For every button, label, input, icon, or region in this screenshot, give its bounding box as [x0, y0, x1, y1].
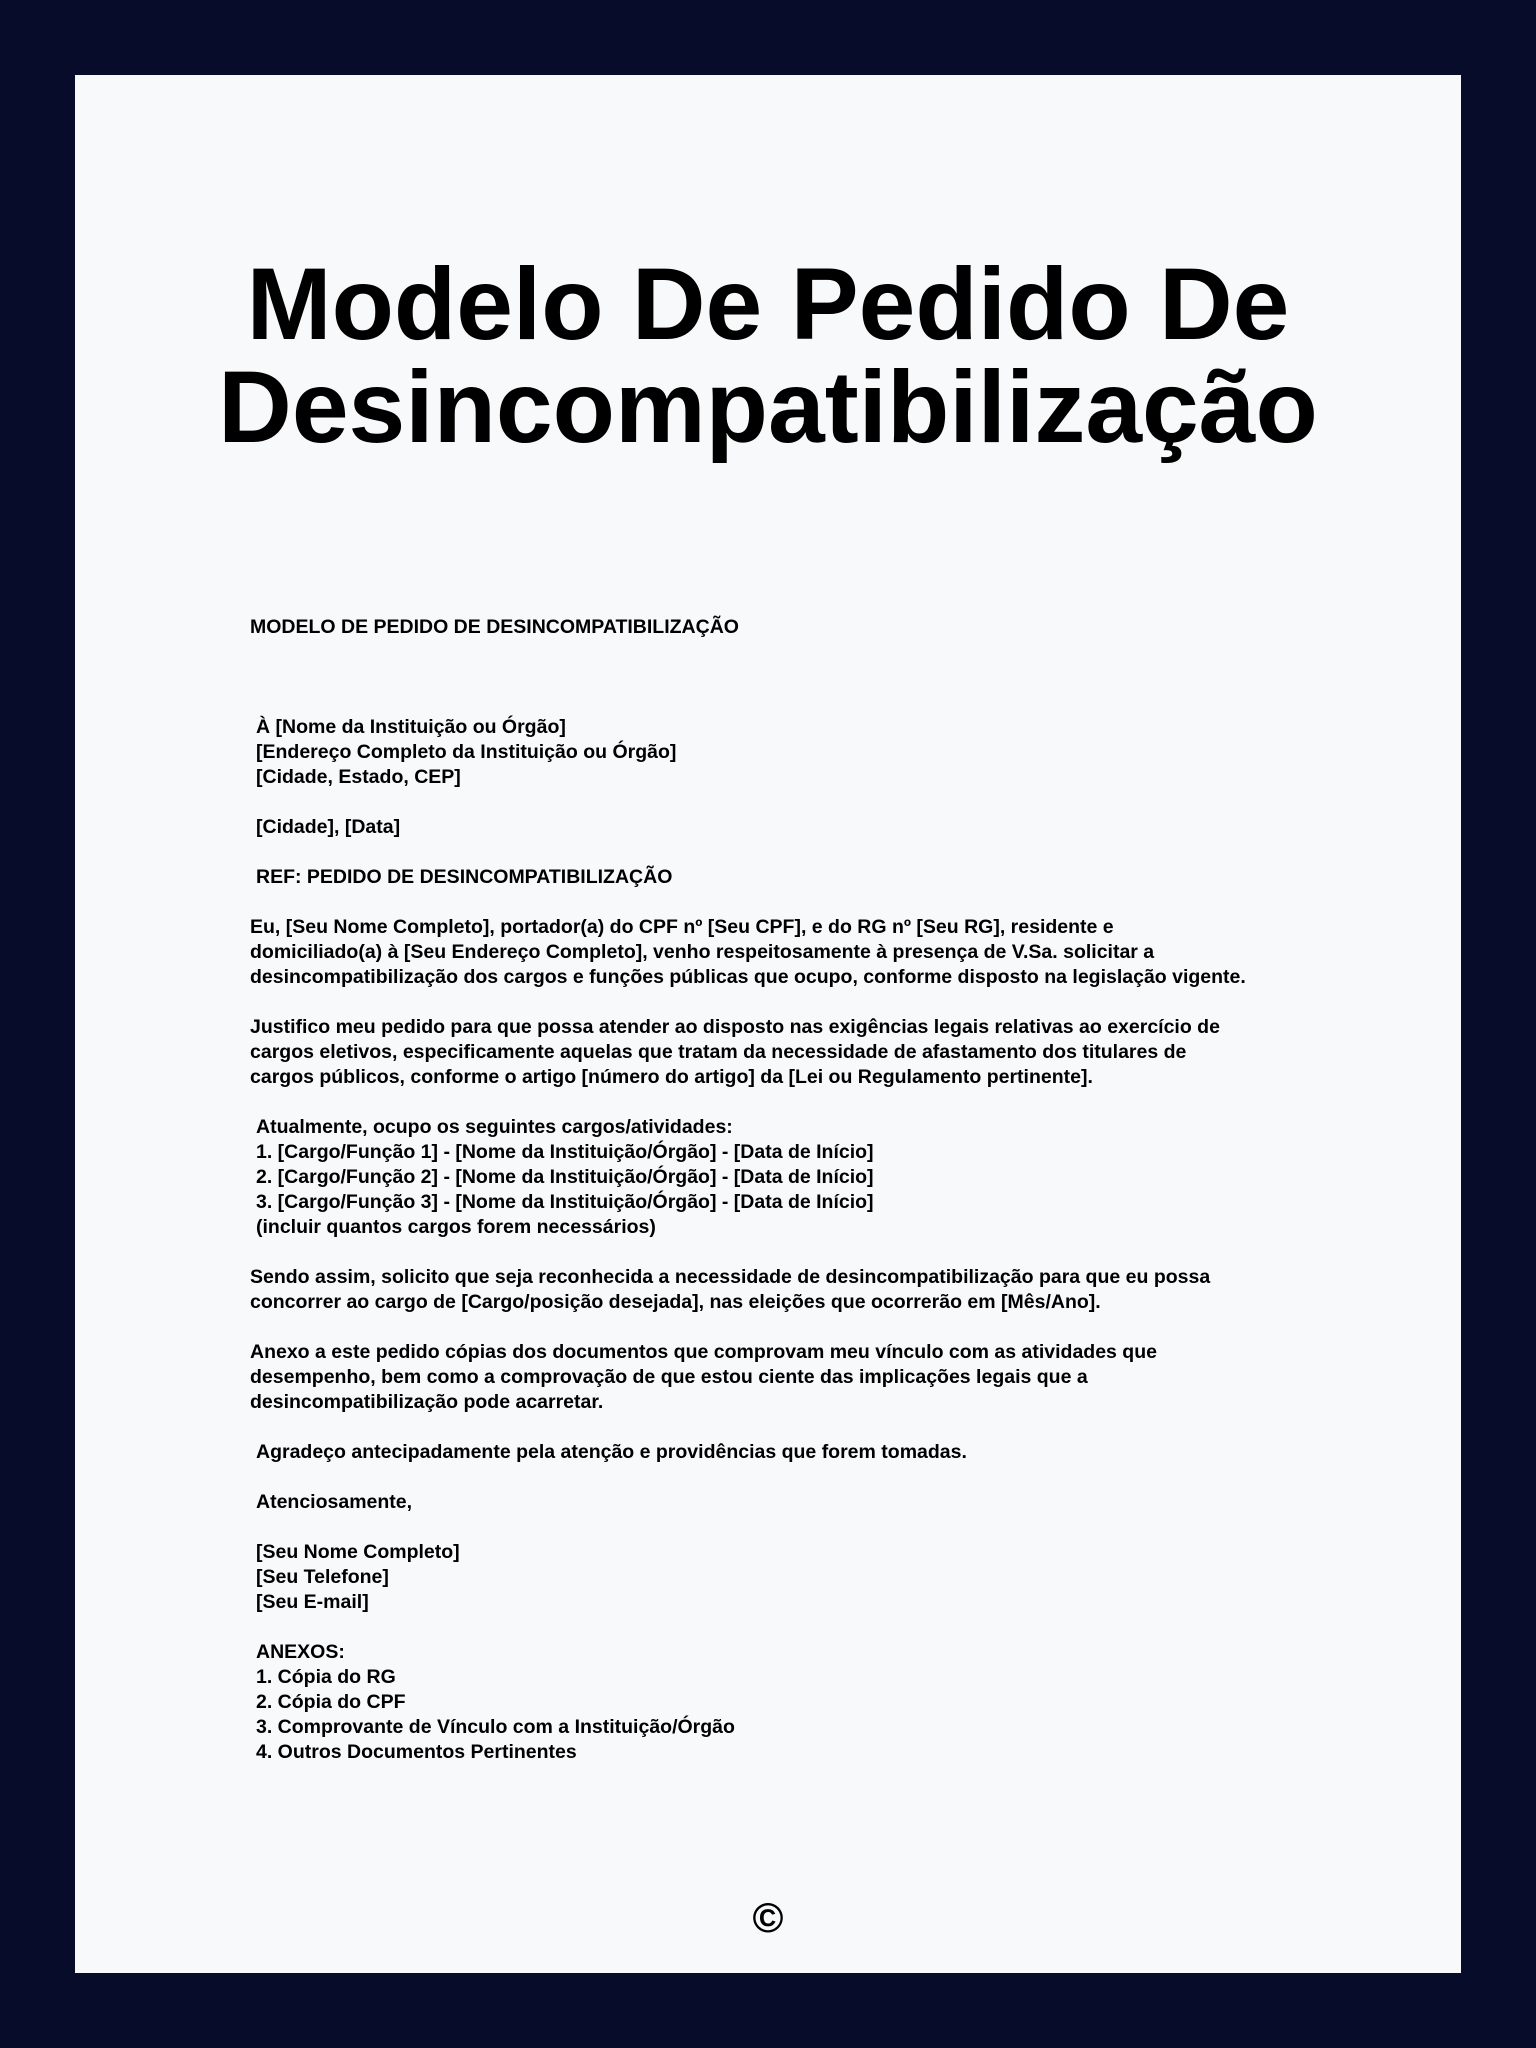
letter-body — [250, 615, 1350, 1765]
signature-block — [250, 1540, 1350, 1615]
page-title-line-2: Desincompatibilização — [218, 350, 1318, 464]
page-title-line-1: Modelo De Pedido De — [246, 247, 1290, 361]
paragraph-line: Sendo assim, solicito que seja reconhecida a necessidade de desincompatibilização para que eu possa — [250, 1266, 1211, 1288]
annexes-title: ANEXOS: — [256, 1641, 345, 1663]
paragraph-attachments — [250, 1340, 1350, 1415]
recipient-line: [Endereço Completo da Instituição ou Órgão] — [256, 741, 677, 763]
paragraph-line: Eu, [Seu Nome Completo], portador(a) do CPF nº [Seu CPF], e do RG nº [Seu RG], residente e — [250, 916, 1114, 938]
positions-note: (incluir quantos cargos forem necessários) — [256, 1216, 656, 1238]
signature-line: [Seu Telefone] — [256, 1566, 389, 1588]
recipient-line: [Cidade, Estado, CEP] — [256, 766, 461, 788]
position-item: 1. [Cargo/Função 1] - [Nome da Instituição/Órgão] - [Data de Início] — [256, 1141, 874, 1163]
recipient-line: À [Nome da Instituição ou Órgão] — [256, 716, 566, 738]
positions-block — [250, 1115, 1350, 1240]
paragraph-line: cargos públicos, conforme o artigo [número do artigo] da [Lei ou Regulamento pertinente]. — [250, 1066, 1093, 1088]
document-page — [75, 75, 1461, 1973]
place-date: [Cidade], [Data] — [256, 816, 401, 838]
signature-line: [Seu E-mail] — [256, 1591, 369, 1613]
annex-item: 1. Cópia do RG — [256, 1666, 396, 1688]
positions-intro: Atualmente, ocupo os seguintes cargos/atividades: — [256, 1116, 733, 1138]
reference-line: REF: PEDIDO DE DESINCOMPATIBILIZAÇÃO — [256, 866, 673, 888]
paragraph-line: desincompatibilização pode acarretar. — [250, 1391, 604, 1413]
paragraph-line: domiciliado(a) à [Seu Endereço Completo], venho respeitosamente à presença de V.Sa. solicitar a — [250, 941, 1155, 963]
annexes-block — [250, 1640, 1350, 1765]
recipient-block — [250, 715, 1350, 790]
paragraph-request — [250, 915, 1350, 990]
paragraph-line: cargos eletivos, especificamente aquelas que tratam da necessidade de afastamento dos titulares de — [250, 1041, 1187, 1063]
thanks-line: Agradeço antecipadamente pela atenção e providências que forem tomadas. — [256, 1441, 967, 1463]
paragraph-line: Justifico meu pedido para que possa atender ao disposto nas exigências legais relativas ao exercício de — [250, 1016, 1220, 1038]
copyright-icon: © — [752, 1894, 784, 1941]
signature-line: [Seu Nome Completo] — [256, 1541, 460, 1563]
paragraph-line: concorrer ao cargo de [Cargo/posição desejada], nas eleições que ocorrerão em [Mês/Ano]. — [250, 1291, 1101, 1313]
letter-heading: MODELO DE PEDIDO DE DESINCOMPATIBILIZAÇÃO — [250, 616, 739, 638]
position-item: 2. [Cargo/Função 2] - [Nome da Instituição/Órgão] - [Data de Início] — [256, 1166, 874, 1188]
paragraph-justification — [250, 1015, 1350, 1090]
annex-item: 3. Comprovante de Vínculo com a Instituição/Órgão — [256, 1716, 735, 1738]
paragraph-line: desincompatibilização dos cargos e funções públicas que ocupo, conforme disposto na legislação vigente. — [250, 966, 1246, 988]
paragraph-line: Anexo a este pedido cópias dos documentos que comprovam meu vínculo com as atividades que — [250, 1341, 1157, 1363]
closing-line: Atenciosamente, — [256, 1491, 413, 1513]
position-item: 3. [Cargo/Função 3] - [Nome da Instituição/Órgão] - [Data de Início] — [256, 1191, 874, 1213]
paragraph-line: desempenho, bem como a comprovação de que estou ciente das implicações legais que a — [250, 1366, 1088, 1388]
page-title — [75, 247, 1461, 464]
annex-item: 4. Outros Documentos Pertinentes — [256, 1741, 577, 1763]
annex-item: 2. Cópia do CPF — [256, 1691, 406, 1713]
paragraph-candidacy — [250, 1265, 1350, 1315]
